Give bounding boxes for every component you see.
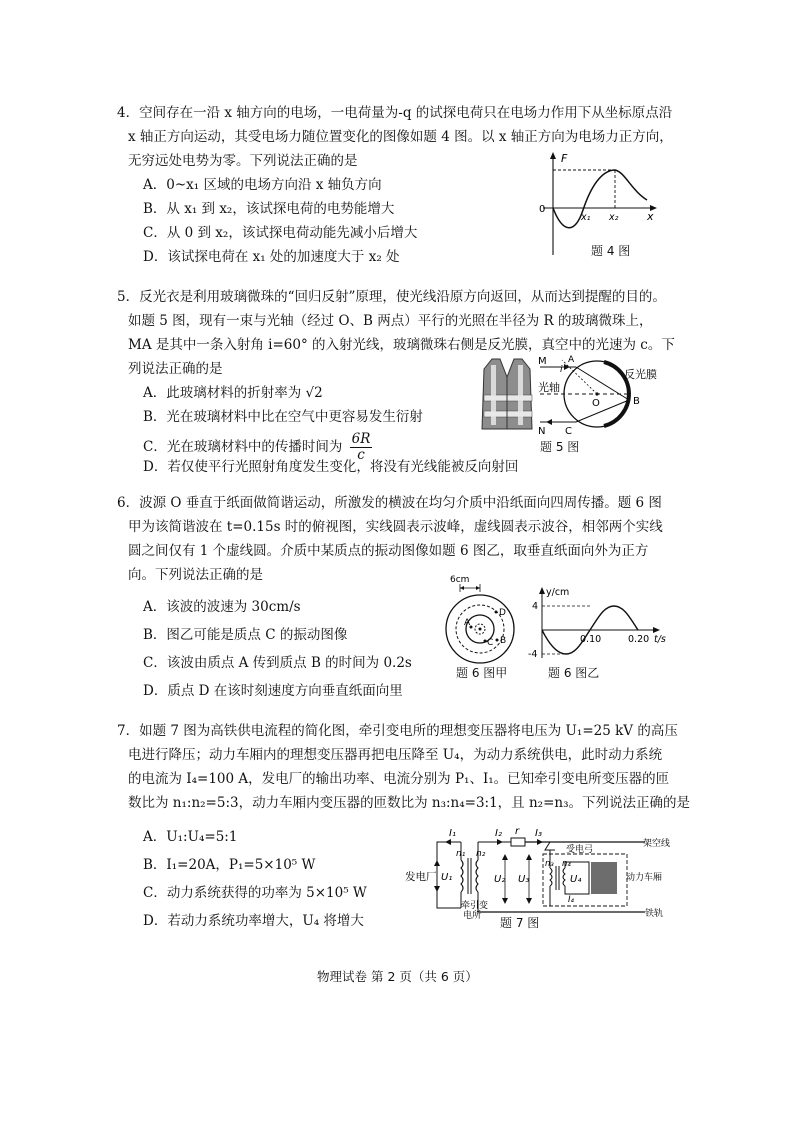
q7-fig-label-i3: I₃ bbox=[535, 828, 542, 839]
q7-stem-line1: 7．如题 7 图为高铁供电流程的简化图，牵引变电所的理想变压器将电压为 U₁=25 kV 的高压 bbox=[117, 723, 678, 739]
q6-fig-label-d: D bbox=[499, 608, 506, 618]
q5-fig-label-axis: 光轴 bbox=[538, 381, 560, 394]
q6-fig-scale-label: 6cm bbox=[450, 575, 470, 585]
q7-fig-label-n1: n₁ bbox=[456, 849, 466, 859]
q7-fig-label-n4: n₄ bbox=[562, 859, 571, 869]
q5-fig-label-c: C bbox=[565, 426, 572, 437]
q6-fig-a-caption: 题 6 图甲 bbox=[456, 666, 508, 680]
q5-fig-label-i: i bbox=[560, 365, 563, 375]
q7-fig-caption: 题 7 图 bbox=[500, 916, 540, 930]
q7-stem-line3: 的电流为 I₄=100 A，发电厂的输出功率、电流分别为 P₁、I₁。已知牵引变电所变压器的匝 bbox=[128, 771, 670, 787]
q5-stem-line4: 列说法正确的是 bbox=[128, 361, 223, 377]
q4-fig-label-x2: x₂ bbox=[609, 212, 619, 223]
q5-stem-line2: 如题 5 图，现有一束与光轴（经过 O、B 两点）平行的光照在半径为 R 的玻璃微珠上， bbox=[128, 313, 653, 329]
q7-fig-label-plant: 发电厂 bbox=[405, 871, 437, 883]
q7-fig-label-n3: n₃ bbox=[545, 859, 554, 869]
q7-fig-label-receiver: 受电弓 bbox=[566, 845, 594, 855]
q5-fig-caption: 题 5 图 bbox=[540, 440, 580, 454]
q7-fig-label-car: 动力车厢 bbox=[626, 873, 663, 883]
q4-stem-line3: 无穷远处电势为零。下列说法正确的是 bbox=[128, 153, 358, 169]
q6-fig-label-t2: 0.20 bbox=[628, 634, 650, 645]
q6-stem-line1: 6．波源 O 垂直于纸面做简谐运动，所激发的横波在均匀介质中沿纸面向四周传播。题 6 图 bbox=[117, 495, 662, 511]
q5-stem-line1: 5．反光衣是利用玻璃微珠的“回归反射”原理，使光线沿原方向返回，从而达到提醒的目的。 bbox=[117, 289, 666, 305]
q7-fig-label-wire: 架空线 bbox=[643, 839, 671, 849]
q6-option-c: C．该波由质点 A 传到质点 B 的时间为 0.2s bbox=[143, 655, 412, 671]
q6-vibration-graph bbox=[524, 586, 674, 662]
q5-option-a: A．此玻璃材料的折射率为 √2 bbox=[143, 385, 323, 401]
q6-option-a: A．该波的波速为 30cm/s bbox=[143, 599, 301, 615]
q6-fig-label-a: A bbox=[464, 618, 471, 628]
q6-stem-line4: 向。下列说法正确的是 bbox=[128, 567, 263, 583]
q4-option-b: B．从 x₁ 到 x₂，该试探电荷的电势能增大 bbox=[143, 201, 395, 217]
q4-option-d: D．该试探电荷在 x₁ 处的加速度大于 x₂ 处 bbox=[143, 249, 400, 265]
q7-fig-label-u4: U₄ bbox=[570, 874, 582, 885]
q6-fig-label-y: y/cm bbox=[546, 587, 570, 598]
q7-option-d: D．若动力系统功率增大，U₄ 将增大 bbox=[143, 913, 364, 929]
q4-stem-line2: x 轴正方向运动，其受电场力随位置变化的图像如题 4 图。以 x 轴正方向为电场力正方向， bbox=[128, 129, 673, 145]
q5-option-c-numerator: 6R bbox=[351, 431, 371, 447]
q5-option-d: D．若仅使平行光照射角度发生变化，将没有光线能被反向射回 bbox=[143, 459, 519, 475]
q5-glass-bead-diagram bbox=[532, 352, 672, 437]
q4-fig-label-f: F bbox=[561, 152, 568, 165]
q7-fig-label-i1: I₁ bbox=[449, 828, 456, 839]
q4-fig-label-x: x bbox=[647, 210, 654, 223]
q5-fig-label-n: N bbox=[538, 426, 546, 437]
q6-fig-label-b: B bbox=[500, 636, 507, 646]
q6-stem-line3: 圆之间仅有 1 个虚线圆。介质中某质点的振动图像如题 6 图乙，取垂直纸面向外为正方 bbox=[128, 543, 649, 559]
q5-fig-label-a: A bbox=[568, 355, 575, 365]
q6-fig-label-c: C bbox=[487, 638, 494, 648]
q4-fig-label-origin: 0 bbox=[539, 204, 546, 215]
q5-option-b: B．光在玻璃材料中比在空气中更容易发生衍射 bbox=[143, 409, 423, 425]
q5-option-c-denominator: c bbox=[357, 447, 365, 463]
q6-option-d: D．质点 D 在该时刻速度方向垂直纸面向里 bbox=[143, 683, 403, 699]
q7-fig-label-i2: I₂ bbox=[495, 828, 502, 839]
q4-fig-caption: 题 4 图 bbox=[591, 244, 631, 258]
q7-fig-label-r: r bbox=[515, 826, 520, 837]
q5-stem-line3: MA 是其中一条入射角 i=60° 的入射光线，玻璃微珠右侧是反光膜，真空中的光速为 c。下 bbox=[128, 337, 675, 353]
q6-fig-label-ymin: -4 bbox=[528, 649, 538, 660]
q7-fig-label-u1: U₁ bbox=[441, 872, 453, 883]
q6-fig-label-t: t/s bbox=[654, 634, 666, 645]
q6-fig-label-t1: 0.10 bbox=[580, 634, 602, 645]
q5-fig-label-b: B bbox=[633, 396, 640, 407]
q7-option-c: C．动力系统获得的功率为 5×10⁵ W bbox=[143, 885, 367, 901]
q5-fig-label-m: M bbox=[538, 356, 547, 367]
q6-option-b: B．图乙可能是质点 C 的振动图像 bbox=[143, 627, 348, 643]
q7-option-a: A．U₁:U₄=5:1 bbox=[143, 829, 238, 845]
q5-option-c-text: C．光在玻璃材料中的传播时间为 bbox=[143, 439, 343, 455]
q4-option-c: C．从 0 到 x₂，该试探电荷动能先减小后增大 bbox=[143, 225, 418, 241]
q7-stem-line2: 电进行降压；动力车厢内的理想变压器再把电压降至 U₄，为动力系统供电，此时动力系统 bbox=[128, 747, 663, 763]
q6-wavefront-diagram bbox=[436, 574, 539, 666]
page-footer: 物理试卷 第 2 页（共 6 页） bbox=[317, 969, 478, 984]
vest-illustration bbox=[478, 355, 536, 433]
q7-fig-label-rail: 铁轨 bbox=[645, 909, 664, 919]
q7-stem-line4: 数比为 n₁:n₂=5:3，动力车厢内变压器的匝数比为 n₃:n₄=3:1，且 n₂=n₃。下列说法正确的是 bbox=[128, 795, 690, 811]
q6-stem-line2: 甲为该简谐波在 t=0.15s 时的俯视图，实线圆表示波峰，虚线圆表示波谷，相邻两个实线 bbox=[128, 519, 663, 535]
q7-fig-label-i4: I₄ bbox=[568, 895, 574, 905]
q7-fig-label-u2: U₂ bbox=[494, 874, 506, 885]
q4-fig-label-x1: x₁ bbox=[581, 212, 591, 223]
q6-fig-b-caption: 题 6 图乙 bbox=[548, 666, 600, 680]
q4-stem-line1: 4．空间存在一沿 x 轴方向的电场，一电荷量为-q 的试探电荷只在电场力作用下从坐标原点沿 bbox=[117, 105, 673, 121]
q5-fig-label-film: 反光膜 bbox=[624, 368, 657, 381]
q7-fig-label-station1: 牵引变 bbox=[461, 901, 489, 911]
q7-fig-label-u3: U₃ bbox=[518, 874, 530, 885]
q7-fig-label-station2: 电所 bbox=[463, 911, 482, 921]
q5-fig-label-o: O bbox=[592, 398, 600, 409]
q7-fig-label-n2: n₂ bbox=[476, 849, 486, 859]
q7-option-b: B．I₁=20A，P₁=5×10⁵ W bbox=[143, 857, 316, 873]
q4-option-a: A．0~x₁ 区域的电场方向沿 x 轴负方向 bbox=[143, 177, 382, 193]
q6-fig-label-ymax: 4 bbox=[532, 601, 539, 612]
q7-power-circuit bbox=[405, 822, 675, 921]
